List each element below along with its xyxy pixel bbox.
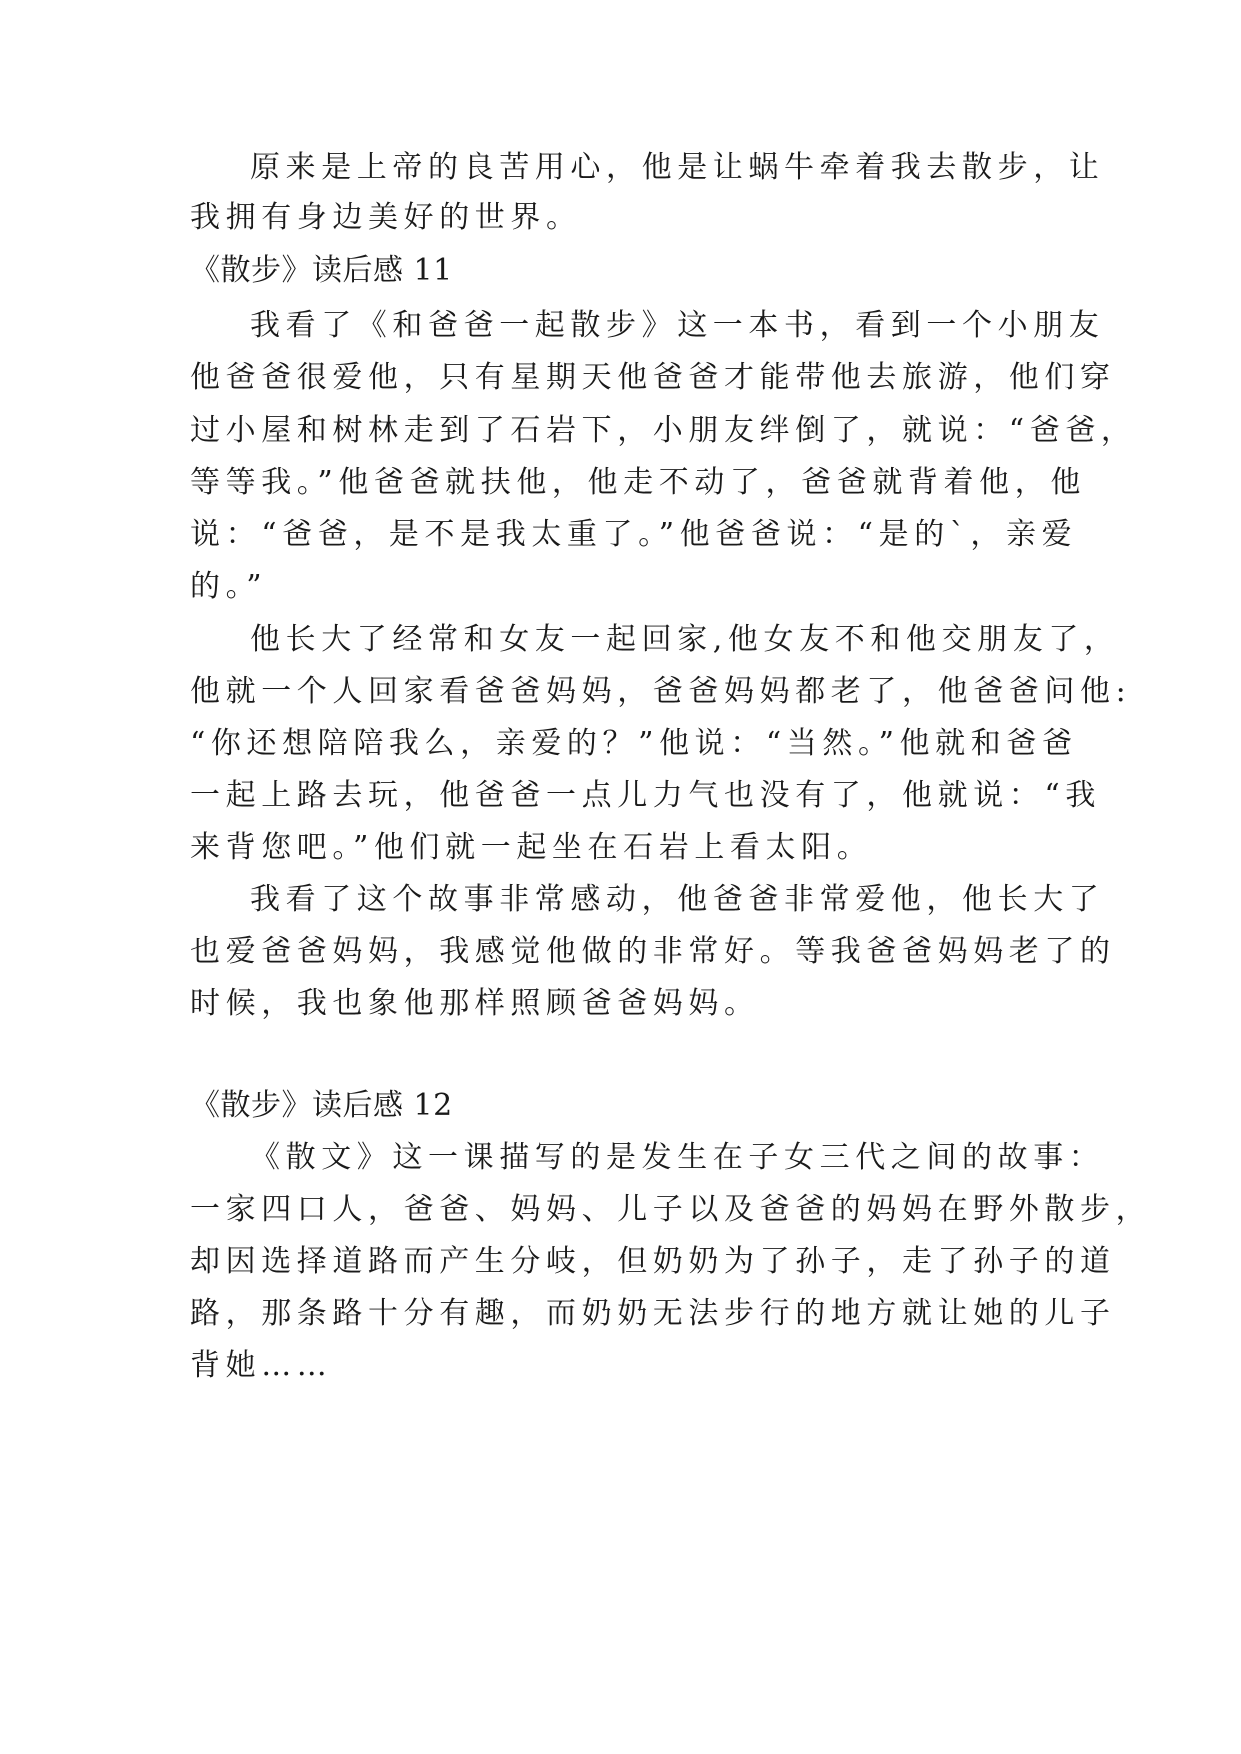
text-line: “你还想陪陪我么，亲爱的？”他说：“当然。”他就和爸爸 <box>190 726 1078 761</box>
text-line: 我看了这个故事非常感动，他爸爸非常爱他，他长大了 <box>250 882 1105 917</box>
text-line: 一家四口人，爸爸、妈妈、儿子以及爸爸的妈妈在野外散步， <box>190 1192 1152 1227</box>
text-line: 我拥有身边美好的世界。 <box>190 200 582 235</box>
text-line: 一起上路去玩，他爸爸一点儿力气也没有了，他就说：“我 <box>190 778 1101 813</box>
section-heading: 《散步》读后感 12 <box>190 1088 453 1123</box>
text-line: 他长大了经常和女友一起回家,他女友不和他交朋友了， <box>250 622 1120 657</box>
text-line: 来背您吧。”他们就一起坐在石岩上看太阳。 <box>190 830 873 865</box>
text-line: 他就一个人回家看爸爸妈妈，爸爸妈妈都老了，他爸爸问他: <box>190 674 1132 709</box>
text-line: 却因选择道路而产生分岐，但奶奶为了孙子，走了孙子的道 <box>190 1244 1116 1279</box>
text-line: 时候，我也象他那样照顾爸爸妈妈。 <box>190 986 760 1021</box>
text-line: 原来是上帝的良苦用心，他是让蜗牛牵着我去散步，让 <box>250 150 1105 185</box>
text-line: 背她…… <box>190 1348 333 1383</box>
text-line: 等等我。”他爸爸就扶他，他走不动了，爸爸就背着他，他 <box>190 465 1086 500</box>
text-line: 也爱爸爸妈妈，我感觉他做的非常好。等我爸爸妈妈老了的 <box>190 934 1116 969</box>
text-line: 路，那条路十分有趣，而奶奶无法步行的地方就让她的儿子 <box>190 1296 1116 1331</box>
text-line: 我看了《和爸爸一起散步》这一本书，看到一个小朋友 <box>250 308 1105 343</box>
text-line: 他爸爸很爱他，只有星期天他爸爸才能带他去旅游，他们穿 <box>190 360 1116 395</box>
section-heading: 《散步》读后感 11 <box>190 253 453 288</box>
text-line: 的。” <box>190 569 268 604</box>
text-line: 说：“爸爸，是不是我太重了。”他爸爸说：“是的`，亲爱 <box>190 517 1078 552</box>
text-line: 过小屋和树林走到了石岩下，小朋友绊倒了，就说：“爸爸， <box>190 413 1137 448</box>
text-line: 《散文》这一课描写的是发生在子女三代之间的故事： <box>250 1140 1105 1175</box>
